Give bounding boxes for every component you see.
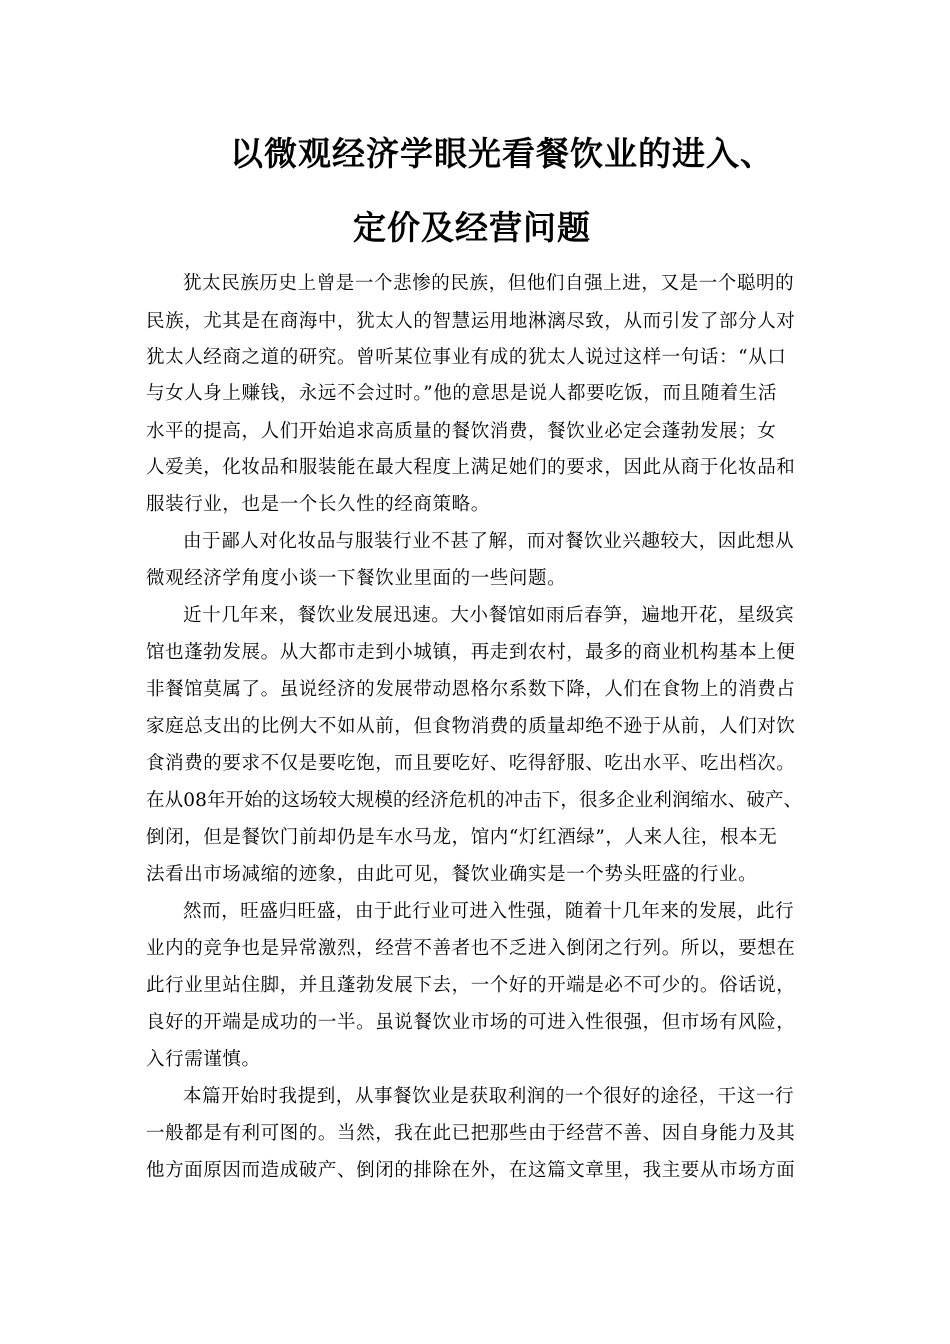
paragraph-line: 法看出市场减缩的迹象，由此可见，餐饮业确实是一个势头旺盛的行业。	[146, 864, 758, 885]
paragraph-line: 一般都是有利可图的。当然，我在此已把那些由于经营不善、因自身能力及其	[146, 1123, 796, 1144]
paragraph-line: 良好的开端是成功的一半。虽说餐饮业市场的可进入性很强，但市场有风险，	[146, 1012, 796, 1033]
paragraph-line: 业内的竞争也是异常激烈，经营不善者也不乏进入倒闭之行列。所以，要想在	[146, 938, 796, 959]
paragraph-line: 本篇开始时我提到，从事餐饮业是获取利润的一个很好的途径，干这一行	[183, 1086, 795, 1107]
paragraph-line: 微观经济学角度小谈一下餐饮业里面的一些问题。	[146, 568, 567, 589]
paragraph-line: 犹太民族历史上曾是一个悲惨的民族，但他们自强上进，又是一个聪明的	[183, 273, 795, 294]
paragraph-line: 此行业里站住脚，并且蓬勃发展下去，一个好的开端是必不可少的。俗话说，	[146, 975, 796, 996]
paragraph-line: 服装行业，也是一个长久性的经商策略。	[146, 494, 490, 515]
paragraph-line: 由于鄙人对化妆品与服装行业不甚了解，而对餐饮业兴趣较大，因此想从	[183, 531, 795, 552]
paragraph-line: 馆也蓬勃发展。从大都市走到小城镇，再走到农村，最多的商业机构基本上便	[146, 642, 796, 663]
paragraph-line: 人爱美，化妆品和服装能在最大程度上满足她们的要求，因此从商于化妆品和	[146, 457, 796, 478]
paragraph-line: 家庭总支出的比例大不如从前，但食物消费的质量却绝不逊于从前，人们对饮	[146, 716, 796, 737]
paragraph-line: 水平的提高，人们开始追求高质量的餐饮消费，餐饮业必定会蓬勃发展；女	[146, 421, 777, 442]
paragraph-line: 民族，尤其是在商海中，犹太人的智慧运用地淋漓尽致，从而引发了部分人对	[146, 311, 796, 332]
paragraph-line: 食消费的要求不仅是要吃饱，而且要吃好、吃得舒服、吃出水平、吃出档次。	[146, 753, 796, 774]
paragraph-line: 入行需谨慎。	[146, 1049, 261, 1070]
document-title-line-2: 定价及经营问题	[353, 208, 591, 247]
paragraph-line: 在从08年开始的这场较大规模的经济危机的冲击下，很多企业利润缩水、破产、	[146, 790, 803, 811]
paragraph-line: 然而，旺盛归旺盛，由于此行业可进入性强，随着十几年来的发展，此行	[183, 901, 795, 922]
document-title-line-1: 以微观经济学眼光看餐饮业的进入、	[230, 134, 774, 173]
paragraph-line: 倒闭，但是餐饮门前却仍是车水马龙，馆内“灯红酒绿”，人来人往，根本无	[146, 827, 778, 848]
paragraph-line: 非餐馆莫属了。虽说经济的发展带动恩格尔系数下降，人们在食物上的消费占	[146, 679, 796, 700]
paragraph-line: 犹太人经商之道的研究。曾听某位事业有成的犹太人说过这样一句话：“从口	[146, 347, 787, 368]
paragraph-line: 近十几年来，餐饮业发展迅速。大小餐馆如雨后春笋，遍地开花，星级宾	[183, 605, 795, 626]
paragraph-line: 他方面原因而造成破产、倒闭的排除在外，在这篇文章里，我主要从市场方面	[146, 1160, 796, 1181]
paragraph-line: 与女人身上赚钱，永远不会过时。”他的意思是说人都要吃饭，而且随着生活	[146, 383, 778, 404]
